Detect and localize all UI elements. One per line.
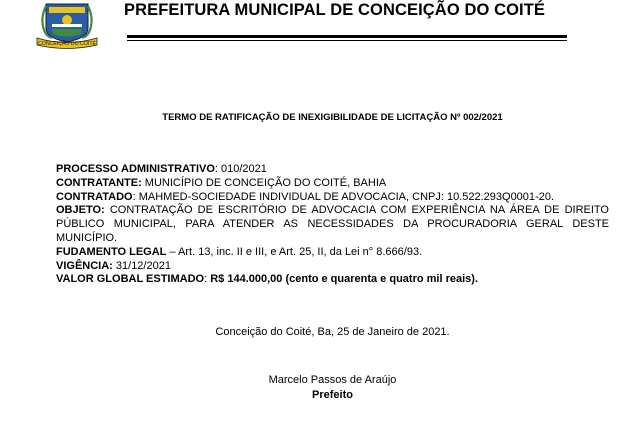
- objeto-label: OBJETO:: [56, 204, 105, 217]
- fundamento-line: [56, 246, 609, 260]
- vigencia-value: 31/12/2021: [112, 259, 171, 272]
- signatory-role: Prefeito: [312, 389, 353, 401]
- contratante-value: MUNICÍPIO DE CONCEIÇÃO DO COITÉ, BAHIA: [141, 176, 387, 189]
- contratado-value: : MAHMED-SOCIEDADE INDIVIDUAL DE ADVOCACIA, CNPJ: 10.522.293Q0001-20.: [132, 190, 554, 203]
- header-title: PREFEITURA MUNICIPAL DE CONCEIÇÃO DO COITÉ: [124, 1, 545, 19]
- signatory-name: Marcelo Passos de Araújo: [268, 374, 397, 386]
- processo-line: [56, 163, 609, 177]
- fundamento-label: FUDAMENTO LEGAL: [56, 245, 167, 258]
- vigencia-line: [56, 260, 609, 274]
- processo-value: : 010/2021: [214, 163, 267, 175]
- municipal-crest-logo: [34, 0, 100, 50]
- valor-value: R$ 144.000,00 (cento e quarenta e quatro mil reais).: [210, 273, 478, 286]
- svg-text:CONCEIÇÃO DO COITÉ: CONCEIÇÃO DO COITÉ: [38, 41, 96, 47]
- contratado-line: [56, 191, 609, 205]
- valor-label: VALOR GLOBAL ESTIMADO: [56, 273, 205, 286]
- document-body: [56, 163, 609, 287]
- document-title: TERMO DE RATIFICAÇÃO DE INEXIGIBILIDADE DE LICITAÇÃO Nº 002/2021: [162, 112, 503, 123]
- place-date: Conceição do Coité, Ba, 25 de Janeiro de 2021.: [215, 326, 450, 338]
- objeto-value: CONTRATAÇÃO DE ESCRITÓRIO DE ADVOCACIA COM EXPERIÊNCIA NA ÁREA DE DIREITO PÚBLICO MUNICIPAL, PARA ATENDER AS NECESSIDADES DA PROCURADORIA GERAL DESTE MUNICÍPIO.: [56, 204, 609, 244]
- header-rule-thin: [127, 40, 567, 41]
- contratado-label: CONTRATADO: [56, 190, 133, 203]
- valor-separator: :: [204, 273, 211, 286]
- contratante-label: CONTRATANTE:: [56, 176, 142, 189]
- objeto-paragraph: [56, 204, 609, 245]
- valor-line: [56, 273, 609, 287]
- fundamento-value: – Art. 13, inc. II e III, e Art. 25, II, da Lei n° 8.666/93.: [166, 245, 423, 258]
- contratante-line: [56, 177, 609, 191]
- header-rule-thick: [127, 35, 567, 38]
- processo-label: PROCESSO ADMINISTRATIVO: [56, 163, 215, 175]
- vigencia-label: VIGÊNCIA:: [56, 259, 113, 272]
